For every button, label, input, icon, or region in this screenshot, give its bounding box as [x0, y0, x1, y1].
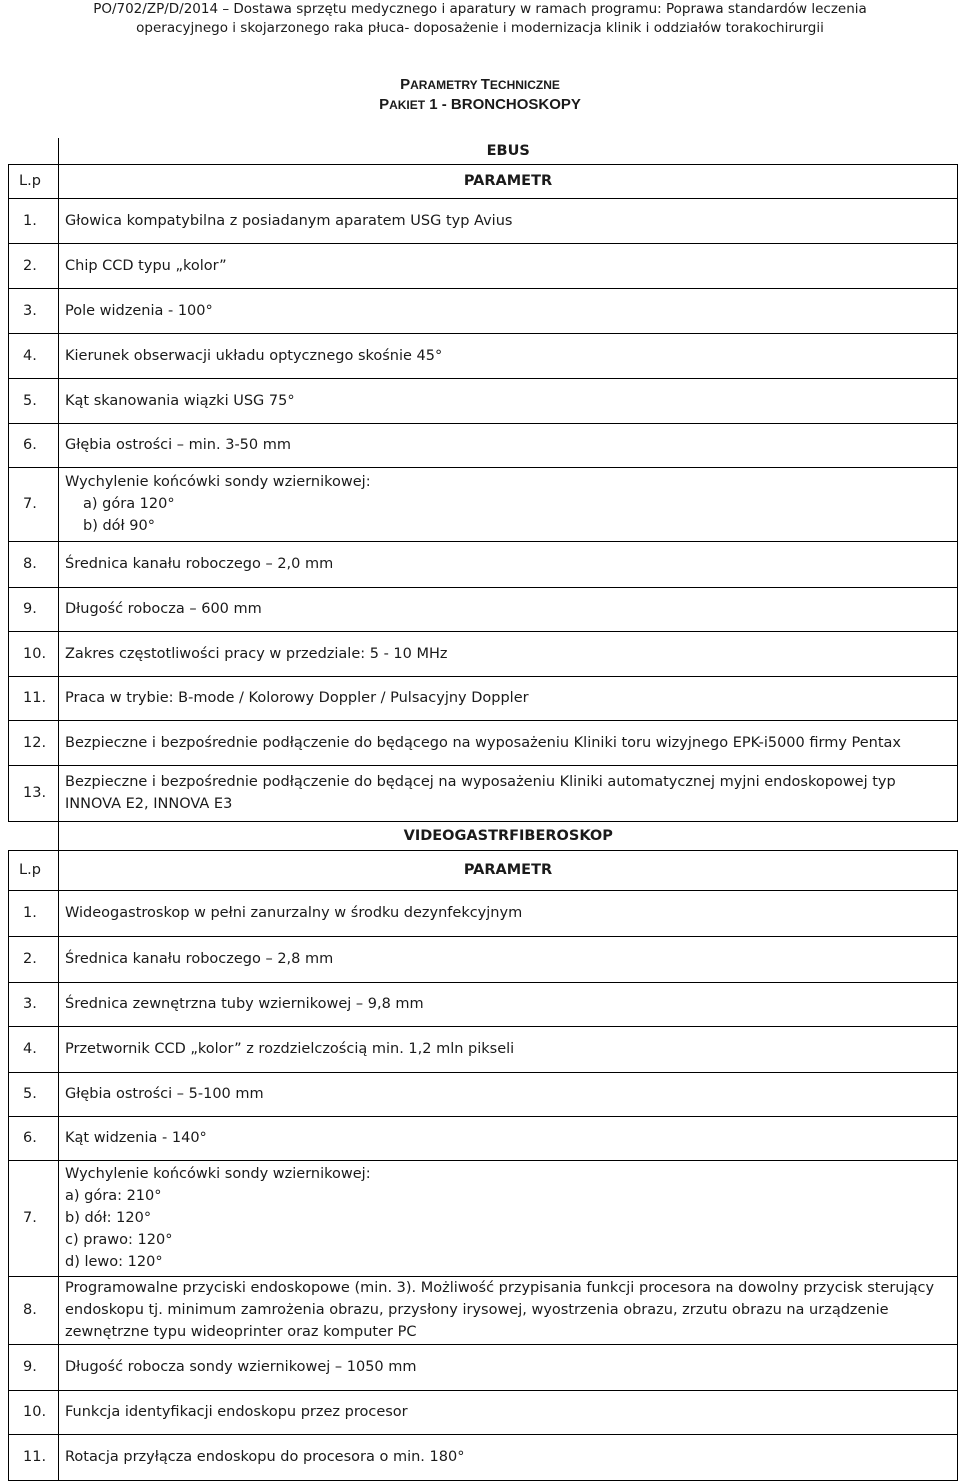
row-parameter [59, 587, 958, 631]
table-row [9, 631, 958, 676]
parameter-text: Głębia ostrości – 5-100 mm [65, 1086, 264, 1102]
table-row [9, 765, 958, 821]
parameter-text: Wideogastroskop w pełni zanurzalny w środku dezynfekcyjnym [65, 905, 523, 921]
title-cap: T [480, 76, 490, 93]
sub-item: c) prawo: 120° [65, 1232, 173, 1248]
row-parameter [59, 467, 958, 541]
table-row [9, 720, 958, 765]
row-number: 4. [9, 333, 59, 378]
row-number: 1. [9, 198, 59, 243]
ebus-parameter-table [8, 138, 958, 822]
title-smallcaps: ARAMETRY [410, 78, 481, 92]
row-number: 4. [9, 1026, 59, 1072]
package-title [0, 96, 960, 113]
header-line-2: operacyjnego i skojarzonego raka płuca- doposażenie i modernizacja klinik i oddziałów torakochirurgii [136, 20, 824, 36]
row-parameter [59, 1026, 958, 1072]
row-number: 7. [9, 467, 59, 541]
page-title [0, 76, 960, 93]
row-number: 12. [9, 720, 59, 765]
parameter-text: Praca w trybie: B-mode / Kolorowy Doppler / Pulsacyjny Doppler [65, 690, 529, 706]
row-number: 1. [9, 890, 59, 936]
sub-item: a) góra 120° [83, 496, 175, 512]
row-number: 3. [9, 288, 59, 333]
table-row [9, 1276, 958, 1344]
parameter-text: Kąt widzenia - 140° [65, 1130, 207, 1146]
table-row [9, 676, 958, 720]
row-parameter [59, 982, 958, 1026]
parameter-text: Średnica kanału roboczego – 2,8 mm [65, 951, 334, 967]
parameter-text: Głowica kompatybilna z posiadanym aparatem USG typ Avius [65, 212, 513, 229]
title-cap: P [379, 96, 390, 113]
row-number: 8. [9, 541, 59, 587]
col-param-header: PARAMETR [59, 164, 958, 198]
row-parameter [59, 198, 958, 243]
row-number: 7. [9, 1160, 59, 1276]
table-row [9, 936, 958, 982]
row-parameter [59, 541, 958, 587]
parameter-text: Pole widzenia - 100° [65, 302, 213, 319]
video-section-row [9, 822, 958, 850]
video-header-row [9, 850, 958, 890]
row-parameter [59, 423, 958, 467]
sub-item: d) lewo: 120° [65, 1254, 163, 1270]
row-number: 11. [9, 676, 59, 720]
table-row [9, 1344, 958, 1390]
col-lp-header: L.p [9, 164, 59, 198]
row-number: 6. [9, 423, 59, 467]
row-parameter [59, 1344, 958, 1390]
row-parameter [59, 1160, 958, 1276]
row-parameter [59, 676, 958, 720]
col-lp-header: L.p [9, 850, 59, 890]
document-header [0, 0, 960, 38]
table-row [9, 587, 958, 631]
parameter-text: Wychylenie końcówki sondy wziernikowej: [65, 1166, 371, 1182]
row-number: 9. [9, 1344, 59, 1390]
ebus-section-row [9, 138, 958, 164]
table-row [9, 1160, 958, 1276]
table-row [9, 1072, 958, 1116]
col-param-header: PARAMETR [59, 850, 958, 890]
table-row [9, 982, 958, 1026]
row-number: 2. [9, 243, 59, 288]
row-number: 5. [9, 378, 59, 423]
parameter-text: Rotacja przyłącza endoskopu do procesora o min. 180° [65, 1449, 465, 1465]
parameter-text: Chip CCD typu „kolor” [65, 257, 227, 274]
parameter-text: Bezpieczne i bezpośrednie podłączenie do będącego na wyposażeniu Kliniki toru wizyjnego EPK-i5000 firmy Pentax [65, 734, 902, 751]
row-number: 10. [9, 1390, 59, 1434]
table-row [9, 423, 958, 467]
parameter-text: Długość robocza sondy wziernikowej – 1050 mm [65, 1359, 417, 1375]
row-parameter [59, 288, 958, 333]
table-row [9, 890, 958, 936]
ebus-section-title: EBUS [59, 138, 958, 164]
parameter-text: Wychylenie końcówki sondy wziernikowej: [65, 474, 371, 490]
row-parameter [59, 1434, 958, 1480]
header-line-1: PO/702/ZP/D/2014 – Dostawa sprzętu medycznego i aparatury w ramach programu: Poprawa standardów leczenia [93, 1, 867, 17]
row-parameter [59, 1390, 958, 1434]
row-parameter [59, 936, 958, 982]
row-parameter [59, 243, 958, 288]
table-row [9, 1434, 958, 1480]
title-smallcaps: AKIET [389, 98, 426, 112]
table-row [9, 1026, 958, 1072]
parameter-text: Bezpieczne i bezpośrednie podłączenie do będącej na wyposażeniu Kliniki automatycznej myjni endoskopowej typ INNOVA E2, INNOVA E3 [65, 774, 896, 812]
parameter-text: Zakres częstotliwości pracy w przedziale: 5 - 10 MHz [65, 645, 448, 662]
table-row [9, 1390, 958, 1434]
row-number: 5. [9, 1072, 59, 1116]
row-parameter [59, 890, 958, 936]
row-number: 6. [9, 1116, 59, 1160]
parameter-text: Programowalne przyciski endoskopowe (min. 3). Możliwość przypisania funkcji procesora na dowolny przycisk sterujący endoskopu tj. minimum zamrożenia obrazu, przysłony irysowej, wyostrzenia obrazu, zrzutu obrazu na urządzenie zewnętrzne typu wideoprinter oraz komputer PC [65, 1280, 935, 1340]
row-parameter [59, 765, 958, 821]
row-parameter [59, 720, 958, 765]
row-number: 11. [9, 1434, 59, 1480]
row-parameter [59, 631, 958, 676]
parameter-text: Średnica kanału roboczego – 2,0 mm [65, 556, 334, 572]
row-parameter [59, 1276, 958, 1344]
table-row [9, 333, 958, 378]
row-number: 3. [9, 982, 59, 1026]
parameter-text: Kierunek obserwacji układu optycznego skośnie 45° [65, 347, 443, 364]
title-cap: P [400, 76, 411, 93]
row-parameter [59, 1116, 958, 1160]
row-parameter [59, 1072, 958, 1116]
row-number: 2. [9, 936, 59, 982]
row-number: 10. [9, 631, 59, 676]
sub-item: b) dół 90° [83, 518, 155, 534]
sub-item: a) góra: 210° [65, 1188, 162, 1204]
row-number: 9. [9, 587, 59, 631]
parameter-text: Przetwornik CCD „kolor” z rozdzielczością min. 1,2 mln pikseli [65, 1041, 515, 1057]
parameter-text: Funkcja identyfikacji endoskopu przez procesor [65, 1404, 408, 1420]
table-row [9, 198, 958, 243]
parameter-text: Głębia ostrości – min. 3-50 mm [65, 437, 291, 453]
title-smallcaps: ECHNICZNE [489, 78, 560, 92]
row-parameter [59, 378, 958, 423]
row-number: 13. [9, 765, 59, 821]
table-row [9, 467, 958, 541]
table-row [9, 378, 958, 423]
video-parameter-table [8, 822, 958, 1481]
parameter-text: Kąt skanowania wiązki USG 75° [65, 392, 295, 409]
ebus-header-row [9, 164, 958, 198]
row-number: 8. [9, 1276, 59, 1344]
parameter-text: Średnica zewnętrzna tuby wziernikowej – 9,8 mm [65, 996, 424, 1012]
table-row [9, 288, 958, 333]
parameter-text: Długość robocza – 600 mm [65, 601, 262, 617]
video-section-title: VIDEOGASTRFIBEROSKOP [59, 822, 958, 850]
row-parameter [59, 333, 958, 378]
sub-item: b) dół: 120° [65, 1210, 152, 1226]
table-row [9, 243, 958, 288]
table-row [9, 1116, 958, 1160]
title-tail: 1 - BRONCHOSKOPY [425, 96, 581, 113]
table-row [9, 541, 958, 587]
